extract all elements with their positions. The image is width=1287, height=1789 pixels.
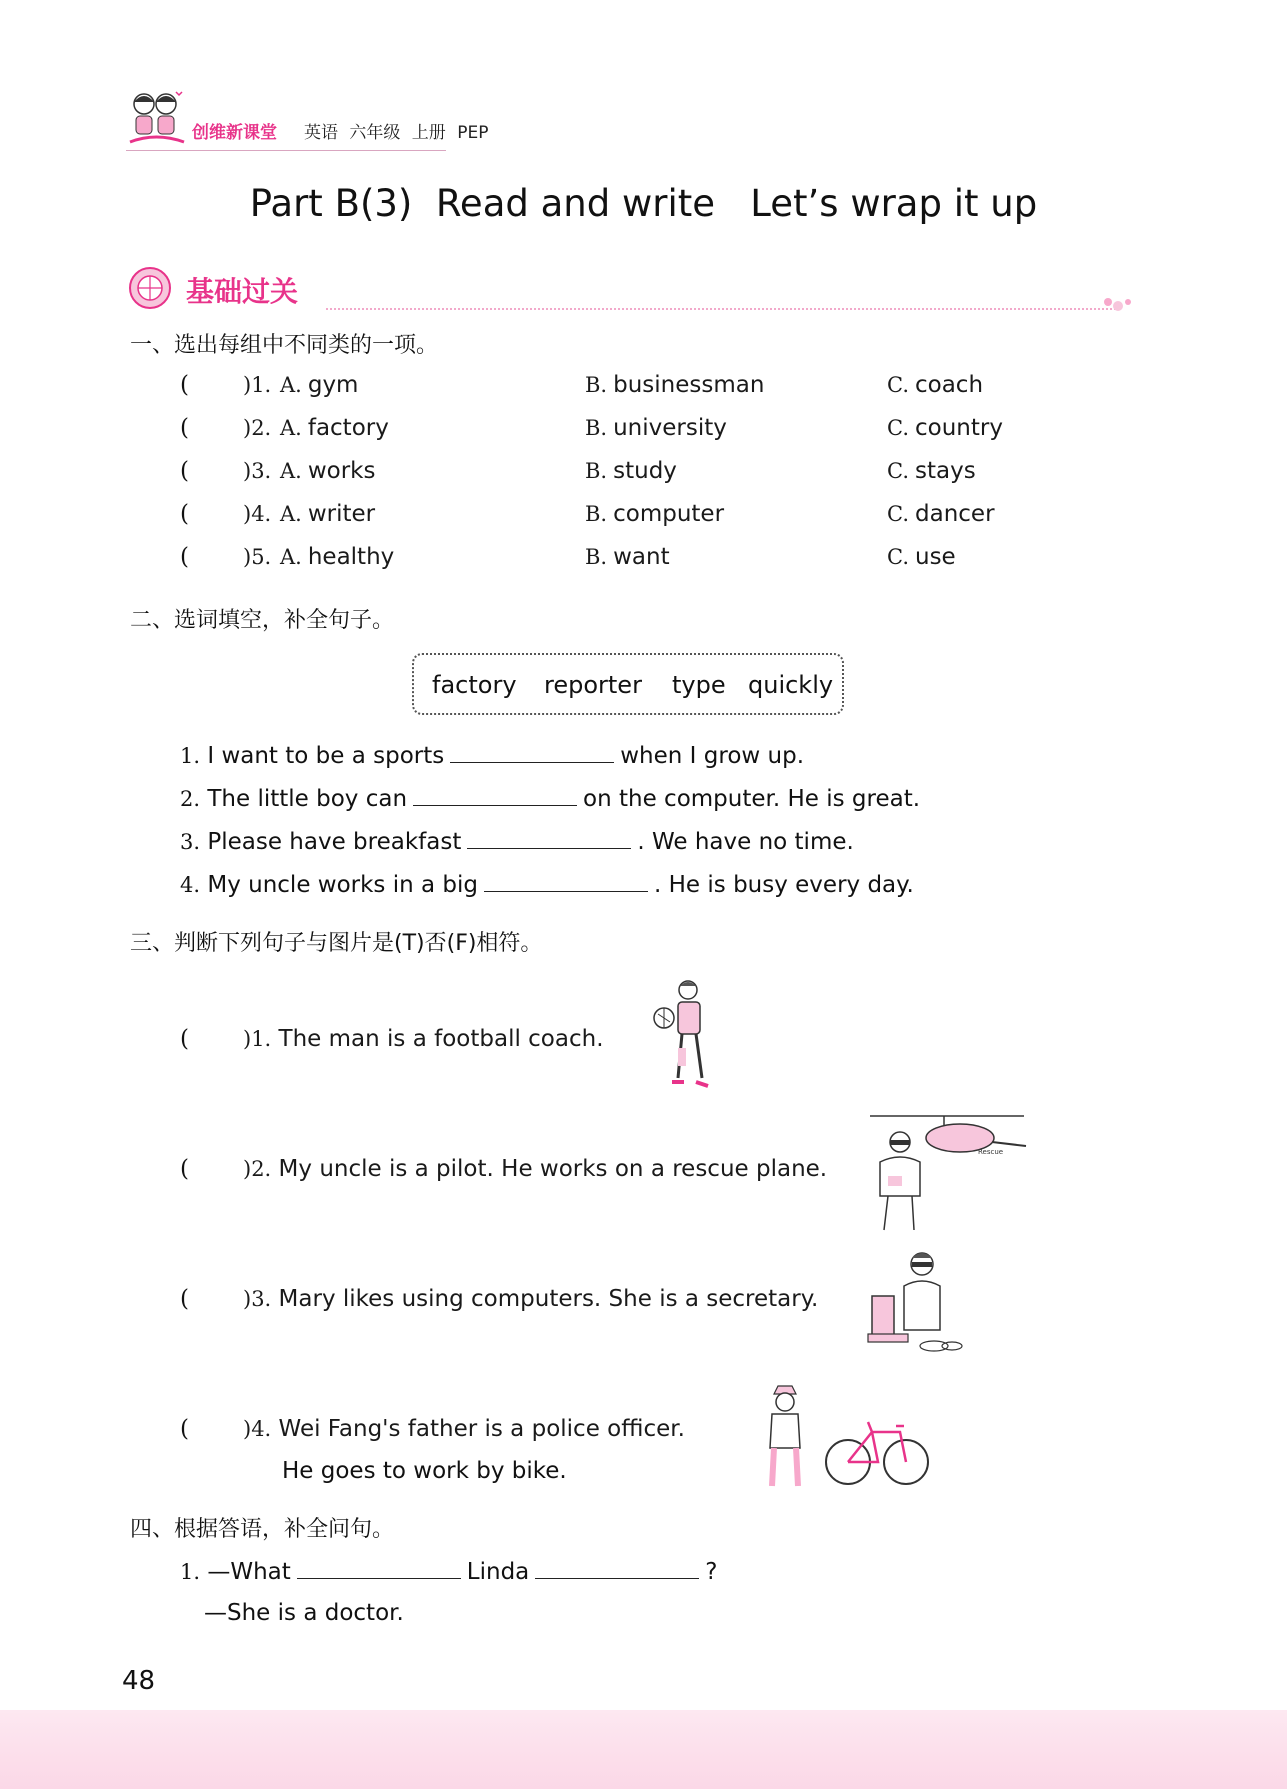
s1-item-number: )4. [243,502,272,526]
brand-name: 创维新课堂 [192,123,277,143]
banner-title: 基础过关 [186,275,299,308]
football-player-picture [644,978,724,1098]
s3-item-4-line2: He goes to work by bike. [282,1458,567,1484]
s1-option-c: C. dancer [887,501,995,527]
s1-option-b: B. businessman [585,372,765,398]
s1-option-a: A. works [280,458,376,484]
word-bank-item: quickly [748,671,834,699]
s1-option-c: C. country [887,415,1003,441]
page-number: 48 [122,1666,156,1696]
section1-heading: 一、选出每组中不同类的一项。 [130,333,439,358]
pilot-helicopter-picture [864,1112,1028,1234]
fill-blank[interactable] [535,1556,699,1579]
s1-option-a: A. factory [280,415,389,441]
s1-option-a: A. gym [280,372,359,398]
fill-blank[interactable] [413,783,577,806]
police-officer-bike-picture [748,1382,934,1490]
answer-paren-left: ( [180,1156,189,1182]
s3-item-3: ( )3. Mary likes using computers. She is a secretary. [180,1286,819,1312]
answer-paren-left: ( [180,458,189,484]
answer-paren-left: ( [180,1286,189,1312]
section4-heading: 四、根据答语，补全问句。 [130,1517,395,1542]
s1-option-b: B. university [585,415,727,441]
section3-heading: 三、判断下列句子与图片是(T)否(F)相符。 [130,931,543,956]
s1-row-2 [180,415,1080,447]
section-banner [126,264,1132,312]
s3-item-1: ( )1. The man is a football coach. [180,1026,604,1052]
svg-text:Rescue: Rescue [978,1148,1004,1156]
s2-sentence-1: 1. I want to be a sports when I grow up. [180,740,804,769]
page-header [126,88,886,152]
s1-row-5 [180,544,1080,576]
s1-item-number: )3. [243,459,272,483]
word-bank-item: reporter [544,671,642,699]
s1-item-number: )1. [243,373,272,397]
s1-option-c: C. coach [887,372,984,398]
decorative-dots-icon [1102,294,1134,314]
s1-row-4 [180,501,1080,533]
s1-option-a: A. healthy [280,544,395,570]
s1-option-c: C. stays [887,458,976,484]
s1-option-a: A. writer [280,501,376,527]
fill-blank[interactable] [450,740,614,763]
banner-dotted-line [326,308,1116,310]
s1-option-c: C. use [887,544,956,570]
s2-sentence-3: 3. Please have breakfast . We have no time. [180,826,854,855]
answer-paren-left: ( [180,1416,189,1442]
fill-blank[interactable] [297,1556,461,1579]
word-bank-item: factory [432,671,517,699]
s1-item-number: )5. [243,545,272,569]
bottom-decoration-band [0,1710,1287,1789]
word-bank-item: type [672,671,726,699]
page-title: Part B(3) Read and write Let’s wrap it up [249,182,1038,225]
word-bank-box [412,653,844,715]
answer-paren-left: ( [180,1026,189,1052]
s1-row-1 [180,372,1080,404]
section2-heading: 二、选词填空，补全句子。 [130,608,395,633]
answer-paren-left: ( [180,544,189,570]
answer-paren-left: ( [180,501,189,527]
fill-blank[interactable] [484,869,648,892]
kids-logo-icon [126,88,188,152]
s4-question-1: 1. —What Linda ? [180,1556,718,1585]
s1-option-b: B. study [585,458,677,484]
answer-paren-left: ( [180,415,189,441]
globe-badge-icon [128,266,172,310]
s1-option-b: B. computer [585,501,725,527]
scientist-microscope-picture [864,1246,964,1358]
book-info: 英语 六年级 上册 PEP [304,123,489,143]
s3-item-4: ( )4. Wei Fang's father is a police officer. [180,1416,685,1442]
s2-sentence-4: 4. My uncle works in a big . He is busy every day. [180,869,914,898]
s1-option-b: B. want [585,544,670,570]
s1-row-3 [180,458,1080,490]
header-divider [126,150,446,151]
s3-item-2: ( )2. My uncle is a pilot. He works on a rescue plane. [180,1156,828,1182]
s1-item-number: )2. [243,416,272,440]
fill-blank[interactable] [467,826,631,849]
s2-sentence-2: 2. The little boy can on the computer. He is great. [180,783,920,812]
s4-answer-1: —She is a doctor. [204,1600,404,1626]
answer-paren-left: ( [180,372,189,398]
